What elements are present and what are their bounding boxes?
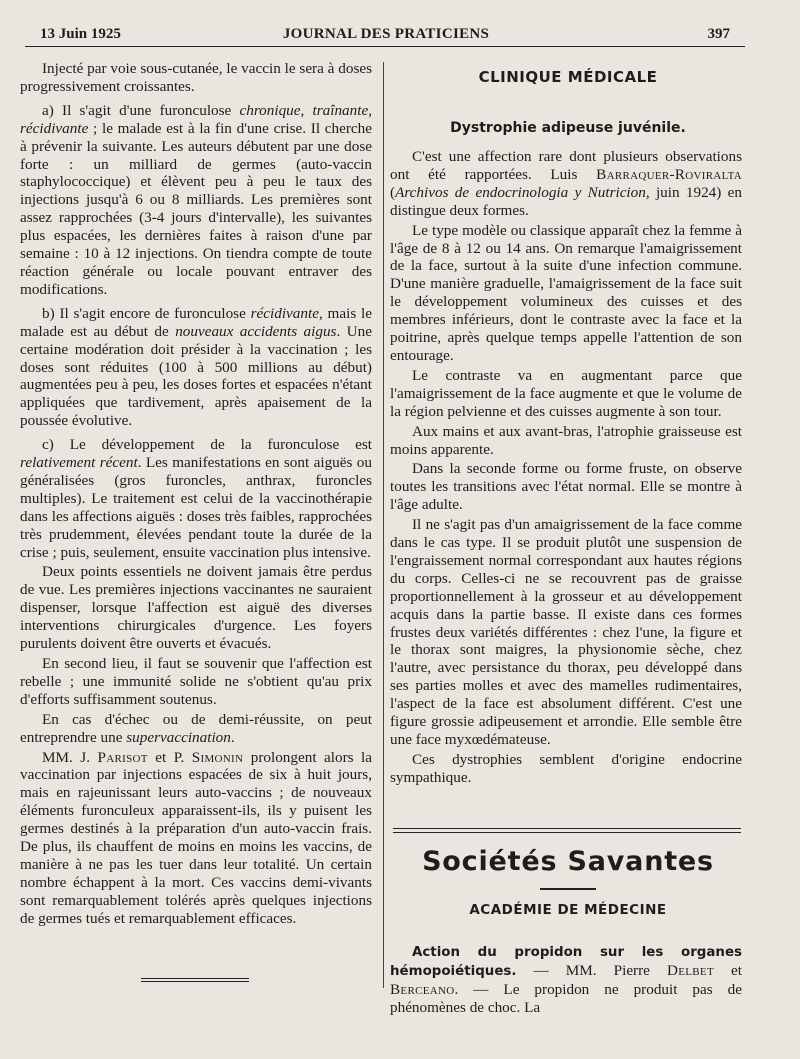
left-paragraph-6 [20, 711, 372, 747]
end-of-article-rule [141, 978, 249, 982]
author-name: Simonin [191, 748, 244, 766]
right-paragraph-4: Aux mains et aux avant-bras, l'atrophie graisseuse est moins apparente. [390, 422, 742, 458]
right-paragraph-1 [390, 148, 742, 220]
header-date: 13 Juin 1925 [40, 26, 121, 42]
right-column [390, 148, 742, 789]
heading-underline [540, 888, 596, 890]
journal-title: JOURNAL DES PRATICIENS [282, 26, 490, 42]
text-run: , juin 1924) en distingue deux formes. [390, 183, 742, 219]
right-paragraph-5: Dans la seconde forme ou forme fruste, on observe toutes les transitions avec l'état normal. Elle se montre à l'âge adulte. [390, 460, 742, 514]
text-run: MM. J. [42, 748, 98, 766]
article-title: Dystrophie adipeuse juvénile. [450, 120, 686, 136]
left-paragraph-4: Deux points essentiels ne doivent jamais être perdus de vue. Les premières injections vaccinantes ne sauraient dispenser, lorsque l'affection est aiguë des diverses interventions chirurgicales d'urgence. Les foyers purulents doivent être ouverts et évacués. [20, 563, 372, 653]
left-paragraph-7 [20, 749, 372, 928]
left-column [20, 60, 372, 930]
header-rule [25, 46, 745, 47]
text-run: — MM. Pierre [516, 961, 667, 979]
author-name: Barraquer-Roviralta [596, 165, 742, 183]
societes-paragraph-1 [390, 943, 742, 1017]
right-paragraph-3: Le contraste va en augmentant parce que l'amaigrissement de la face augmente et que le volume de la région pelvienne et des cuisses augmente à son tour. [390, 366, 742, 420]
emphasis-text: nouveaux accidents aigus [175, 322, 337, 340]
column-divider [383, 62, 384, 988]
left-paragraph-2 [20, 305, 372, 430]
text-run: ; le malade est à la fin d'une crise. Il cherche à prévenir la suivante. Les auteurs débutent par une dose forte : un milliard de germes (auto-vaccin staphylococcique) et élèvent peu à peu le taux des injections jusqu'à 6 ou 8 milliards. Les premières sont assez rapprochées (3-4 jours d'intervalle), les suivantes plus espacées, les dernières faites à raison d'une par semaine : 10 à 12 injections. On tiendra compte de toute réaction générale ou locale pouvant entraver des modifications. [20, 119, 372, 298]
left-paragraph-3 [20, 436, 372, 561]
emphasis-text: supervaccination [126, 728, 231, 746]
text-run: b) Il s'agit encore de furonculose [42, 304, 251, 322]
text-run: prolongent alors la vaccination par injections espacées de six à huit jours, mais en rajeunissant leurs auto-vaccins ; de nouveaux éléments furonculeux apparaissent-ils, ils y puisent les germes destinés à la préparation d'un auto-vaccin frais. De plus, ils chauffent de moins en moins les vaccins, de manière à ne pas les tuer dans leur totalité. Un certain nombre échappent à la mort. Ces vaccins demi-vivants sont remarquablement tolérés après quelques injections de germes tués et remarquablement efficaces. [20, 748, 372, 927]
left-paragraph-5: En second lieu, il faut se souvenir que l'affection est rebelle ; une immunité solide ne s'obtient qu'au prix d'efforts suffisamment soutenus. [20, 655, 372, 708]
page-header [30, 26, 742, 48]
text-run: . [230, 728, 235, 746]
emphasis-text: chronique, traînante, récidivante [20, 101, 373, 137]
left-paragraph-1 [20, 102, 372, 299]
section-heading: CLINIQUE MÉDICALE [478, 68, 658, 86]
text-run: C'est une affection rare dont plusieurs observations ont été rapportées. Luis [390, 148, 742, 183]
section-separator [393, 828, 741, 833]
journal-citation: Archivos de endocrinologia y Nutricion [395, 183, 646, 201]
text-run: En cas d'échec ou de demi-réussite, on peut entreprendre une [20, 710, 372, 746]
text-run: et P. [147, 748, 192, 766]
text-run: , mais le malade est au début de [20, 304, 372, 340]
text-run: . Une certaine modération doit présider à la vaccination ; les doses sont réduites (100 à 500 millions au début) augmentées peu à peu, les doses fortes et espacées n'étant appliquées que tardivement, après apaisement de la poussée évolutive. [20, 322, 372, 430]
text-run: . Les manifestations en sont aiguës ou généralisées (gros furoncles, anthrax, furoncles multiples). Le traitement est celui de la vaccinothérapie dans les affections aiguës : doses très faibles, rapprochées très prudemment, élevées pendant toute la durée de la crise ; puis, seulement, ensuite vaccination plus intensive. [20, 454, 372, 561]
societes-body [390, 943, 742, 1019]
text-run: et [713, 961, 742, 979]
right-paragraph-6: Il ne s'agit pas d'un amaigrissement de la face comme dans le cas type. Il se produit plutôt une suspension de l'engraissement normal correspondant aux hautes régions du corps. Celles-ci ne se recouvrent pas de graisse proportionnellement à la grosseur et au développement acquis dans la partie basse. Il existe dans ces formes frustes deux variétés différentes : chez l'une, la figure et le thorax sont maigres, la physionomie sèche, chez l'autre, avec persistance du thorax, peu développé dans ses parties molles et avec des mamelles rudimentaires, l'aspect de la face est absolument différent. C'est une figure grossie adipeusement et arrondie. Elle semble être une face myxœdémateuse. [390, 516, 742, 748]
societes-heading: Sociétés Savantes [422, 846, 714, 877]
text-run: c) Le développement de la furonculose est [42, 436, 372, 454]
emphasis-text: récidivante [250, 304, 319, 322]
text-run: . — Le propidon ne produit pas de phénomènes de choc. La [390, 980, 742, 1016]
emphasis-text: relativement récent [20, 454, 138, 472]
author-name: Delbet [666, 961, 714, 979]
text-run: a) Il s'agit d'une furonculose [42, 101, 240, 119]
academie-subheading: ACADÉMIE DE MÉDECINE [469, 902, 667, 918]
left-paragraph-0: Injecté par voie sous-cutanée, le vaccin le sera à doses progressivement croissantes. [20, 60, 372, 95]
author-name: Berceano [390, 980, 455, 998]
page-number: 397 [707, 26, 730, 42]
right-paragraph-7: Ces dystrophies semblent d'origine endocrine sympathique. [390, 750, 742, 786]
right-paragraph-2: Le type modèle ou classique apparaît chez la femme à l'âge de 8 à 12 ou 14 ans. On remarque l'amaigrissement de la face, surtout à la suite d'une infection commune. D'une manière graduelle, l'amaigrissement de la face suit le développement volumineux des cuisses et des membres inférieurs, dont le contraste avec la face et la poitrine, après quelque temps appelle l'attention de son entourage. [390, 221, 742, 364]
author-name: Parisot [97, 748, 148, 766]
text-run: ( [390, 183, 396, 201]
communication-title: Action du propidon sur les organes hémopoiétiques. [390, 945, 742, 979]
